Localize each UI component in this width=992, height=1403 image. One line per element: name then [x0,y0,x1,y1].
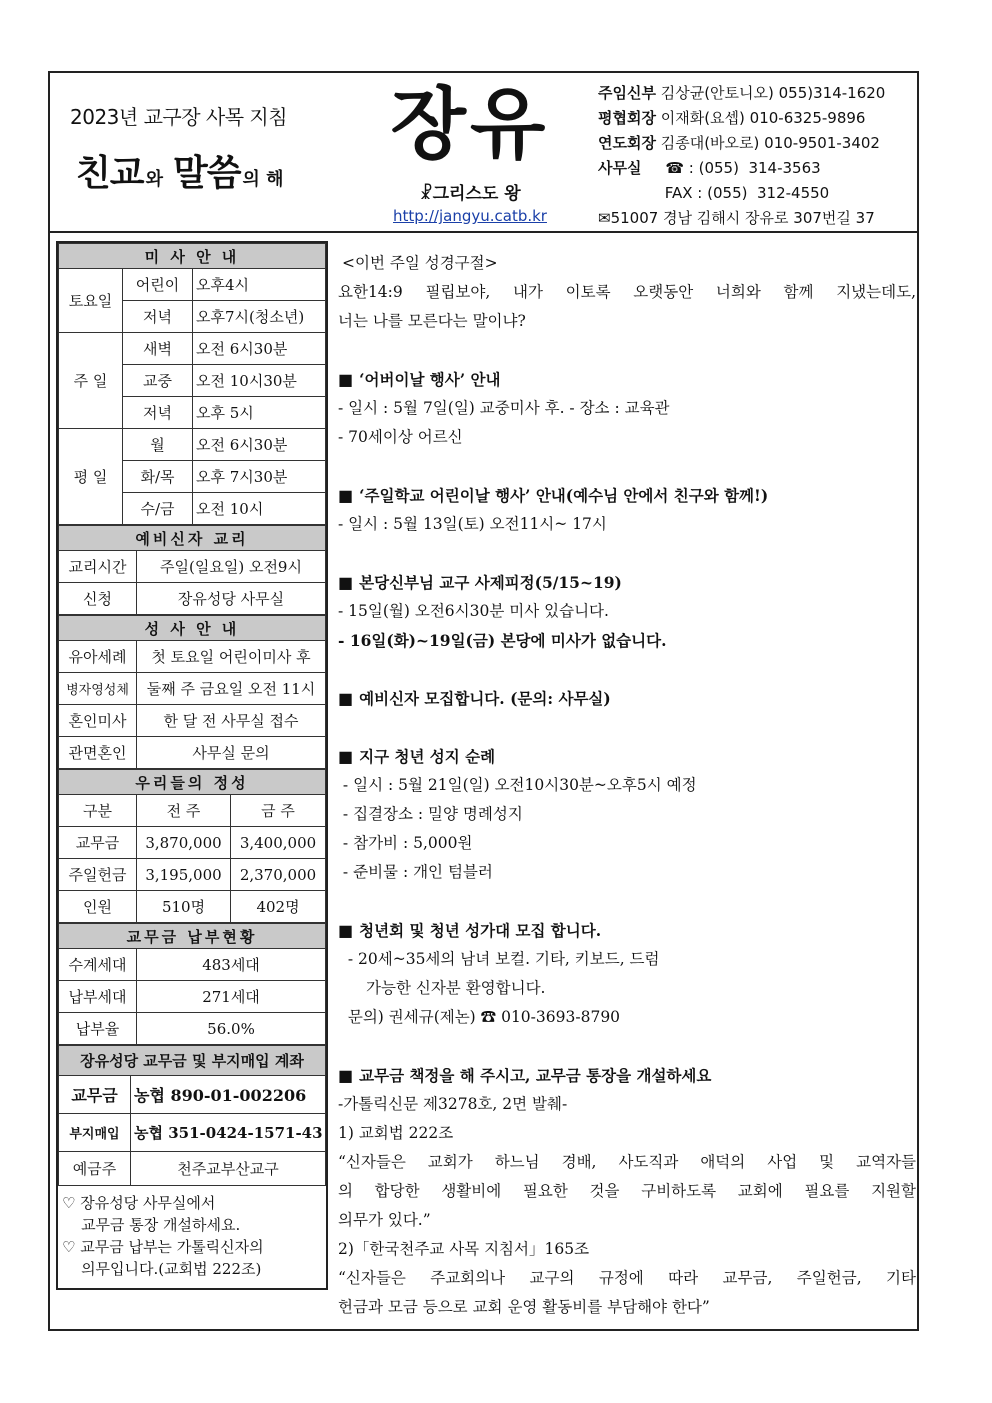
mass-time: 오전 6시30분 [193,429,326,461]
account-number: 농협 351-0424-1571-43 [131,1114,326,1152]
offering-title: 우리들의 정성 [59,770,326,795]
mass-time: 오후7시(청소년) [193,301,326,333]
mass-time: 오후 5시 [193,397,326,429]
contact-info [598,81,916,231]
catechumen-title: 예비신자 교리 [59,526,326,551]
row-value: 장유성당 사무실 [137,583,326,615]
row-label: 수계세대 [59,949,137,981]
accounts-table [58,1045,326,1186]
row-label: 납부세대 [59,981,137,1013]
row-value: 56.0% [137,1013,326,1045]
note-line: ♡ 교무금 납부는 가톨릭신자의 [62,1238,264,1256]
spacer [338,1032,916,1061]
text-line: “신자들은 주교회의나 교구의 규정에 따라 교무금, 주일헌금, 기타 [338,1269,916,1287]
square-bullet-icon: ■ [338,921,354,940]
account-number: 농협 890-01-002206 [131,1076,326,1114]
note-line: ♡ 장유성당 사무실에서 [62,1194,216,1212]
mass-kind: 새벽 [123,333,193,365]
text-line: - 준비물 : 개인 텀블러 [338,863,493,881]
row-value: 3,400,000 [231,827,326,859]
row-label: 교무금 [59,1076,131,1114]
text-line: - 70세이상 어르신 [338,428,463,446]
pastoral-guide: 2023년 교구장 사목 지침 [70,105,288,129]
text-line: 의 합당한 생활비에 필요한 것을 구비하도록 교회에 필요를 지원할 [338,1182,916,1200]
dues-title: 교무금 납부현황 [59,924,326,949]
row-value: 한 달 전 사무실 접수 [137,705,326,737]
spacer [338,539,916,568]
row-value: 483세대 [137,949,326,981]
section-heading-text: 예비신자 모집합니다. (문의: 사무실) [359,689,611,708]
spacer [338,713,916,742]
mass-kind: 저녁 [123,301,193,333]
text-line: -가톨릭신문 제3278호, 2면 발췌- [338,1095,568,1113]
note-line: 의무입니다.(교회법 222조) [62,1260,262,1278]
theme-particle-1: 와 [145,169,163,190]
info-sidebar [56,241,328,1290]
catechumen-table [58,525,326,615]
dues-table [58,923,326,1045]
contact-row: 주임신부 김상균(안토니오) 055)314-1620 [598,84,886,102]
offering-table [58,769,326,923]
section-heading [338,916,916,945]
section-heading-text: ‘어버이날 행사’ 안내 [359,370,501,389]
row-value: 402명 [231,891,326,923]
mass-time: 오전 10시 [193,493,326,525]
square-bullet-icon: ■ [338,1066,354,1085]
announcements [338,249,916,1322]
text-line: - 일시 : 5월 13일(토) 오전11시~ 17시 [338,515,607,533]
row-label: 혼인미사 [59,705,137,737]
section-heading-text: 지구 청년 성지 순례 [359,747,496,766]
section-heading [338,1061,916,1090]
text-line: - 16일(화)~19일(금) 본당에 미사가 없습니다. [338,631,667,650]
row-value: 사무실 문의 [137,737,326,769]
mass-title: 미 사 안 내 [59,244,326,269]
section-heading-text: ‘주일학교 어린이날 행사’ 안내(예수님 안에서 친구와 함께!) [359,486,769,505]
address-row: ✉51007 경남 김해시 장유로 307번길 37 [598,209,875,227]
mass-kind: 수/금 [123,493,193,525]
row-value: 주일(일요일) 오전9시 [137,551,326,583]
mass-kind: 저녁 [123,397,193,429]
sunday-label: 주 일 [59,333,123,429]
contact-row: 연도회장 김종대(바오로) 010-9501-3402 [598,134,880,152]
mass-kind: 어린이 [123,269,193,301]
row-value: 둘째 주 금요일 오전 11시 [137,673,326,705]
text-line: - 집결장소 : 밀양 명례성지 [338,805,523,823]
row-value: 천주교부산교구 [131,1152,326,1186]
mass-kind: 화/목 [123,461,193,493]
text-line: - 일시 : 5월 21일(일) 오전10시30분~오후5시 예정 [338,776,697,794]
section-heading [338,365,916,394]
mass-kind: 교중 [123,365,193,397]
row-label: 신청 [59,583,137,615]
row-label: 예금주 [59,1152,131,1186]
square-bullet-icon: ■ [338,370,354,389]
text-line: - 15일(월) 오전6시30분 미사 있습니다. [338,602,609,620]
section-heading-text: 교무금 책정을 해 주시고, 교무금 통장을 개설하세요 [359,1066,712,1085]
contact-row: 평협회장 이재화(요셉) 010-6325-9896 [598,109,866,127]
section-heading-text: 본당신부님 교구 사제피정(5/15~19) [359,573,622,592]
text-line: - 참가비 : 5,000원 [338,834,473,852]
row-value: 3,195,000 [137,859,231,891]
column-header: 구분 [59,795,137,827]
row-label: 주일헌금 [59,859,137,891]
header-center [350,73,590,233]
row-label: 관면혼인 [59,737,137,769]
spacer [338,336,916,365]
mass-time: 오전 10시30분 [193,365,326,397]
contact-row: FAX : (055) 312-4550 [598,184,830,202]
feast-label: ☧그리스도 왕 [419,184,521,204]
saturday-label: 토요일 [59,269,123,333]
section-heading [338,481,916,510]
weekday-label: 평 일 [59,429,123,525]
row-value: 3,870,000 [137,827,231,859]
text-line: 가능한 신자분 환영합니다. [366,979,546,997]
text-line: 문의) 권세규(제논) ☎ 010-3693-8790 [338,1008,621,1026]
column-header: 금 주 [231,795,326,827]
text-line: <이번 주일 성경구절> [342,254,498,272]
spacer [338,655,916,684]
text-line: 1) 교회법 222조 [338,1124,454,1142]
sacraments-title: 성 사 안 내 [59,616,326,641]
mass-table [58,243,326,525]
row-label: 교무금 [59,827,137,859]
square-bullet-icon: ■ [338,747,354,766]
sacraments-table [58,615,326,769]
header-left [50,73,350,233]
row-label: 교리시간 [59,551,137,583]
note-line: 교무금 통장 개설하세요. [62,1216,241,1234]
mass-time: 오전 6시30분 [193,333,326,365]
spacer [338,452,916,481]
mass-kind: 월 [123,429,193,461]
text-line: 요한14:9 필립보야, 내가 이토록 오랫동안 너희와 함께 지냈는데도, [338,283,916,301]
theme-word-2: 말씀 [172,153,241,194]
website-link[interactable]: http://jangyu.catb.kr [393,207,547,225]
text-line: 의무가 있다.” [338,1211,431,1229]
row-value: 2,370,000 [231,859,326,891]
square-bullet-icon: ■ [338,573,354,592]
row-label: 부지매입 [59,1114,131,1152]
row-label: 납부율 [59,1013,137,1045]
row-label: 인원 [59,891,137,923]
text-line: 너는 나를 모른다는 말이냐? [338,312,526,330]
row-value: 510명 [137,891,231,923]
theme-particle-2: 의 해 [242,169,284,190]
column-header: 전 주 [137,795,231,827]
sidebar-notes [58,1186,326,1288]
parish-title: 장유 [390,80,550,170]
section-heading [338,568,916,597]
bulletin-frame [48,71,919,1331]
square-bullet-icon: ■ [338,689,354,708]
text-line: 2)「한국천주교 사목 지침서」165조 [338,1240,590,1258]
row-value: 첫 토요일 어린이미사 후 [137,641,326,673]
accounts-title: 장유성당 교무금 및 부지매입 계좌 [59,1046,326,1076]
spacer [338,887,916,916]
bulletin-header [50,73,917,233]
row-label: 유아세례 [59,641,137,673]
contact-row: 사무실 ☎ : (055) 314-3563 [598,159,821,177]
mass-time: 오후4시 [193,269,326,301]
section-heading [338,684,916,713]
theme-word-1: 친교 [76,153,144,194]
row-label: 병자영성체 [59,673,137,705]
square-bullet-icon: ■ [338,486,354,505]
section-heading-text: 청년회 및 청년 성가대 모집 합니다. [359,921,602,940]
text-line: - 일시 : 5월 7일(일) 교중미사 후. - 장소 : 교육관 [338,399,670,417]
text-line: “신자들은 교회가 하느님 경배, 사도직과 애덕의 사업 및 교역자들 [338,1153,916,1171]
year-theme [76,145,294,196]
row-value: 271세대 [137,981,326,1013]
text-line: - 20세~35세의 남녀 보컬. 기타, 키보드, 드럼 [338,950,660,968]
mass-time: 오후 7시30분 [193,461,326,493]
text-line: 헌금과 모금 등으로 교회 운영 활동비를 부담해야 한다” [338,1298,710,1316]
section-heading [338,742,916,771]
